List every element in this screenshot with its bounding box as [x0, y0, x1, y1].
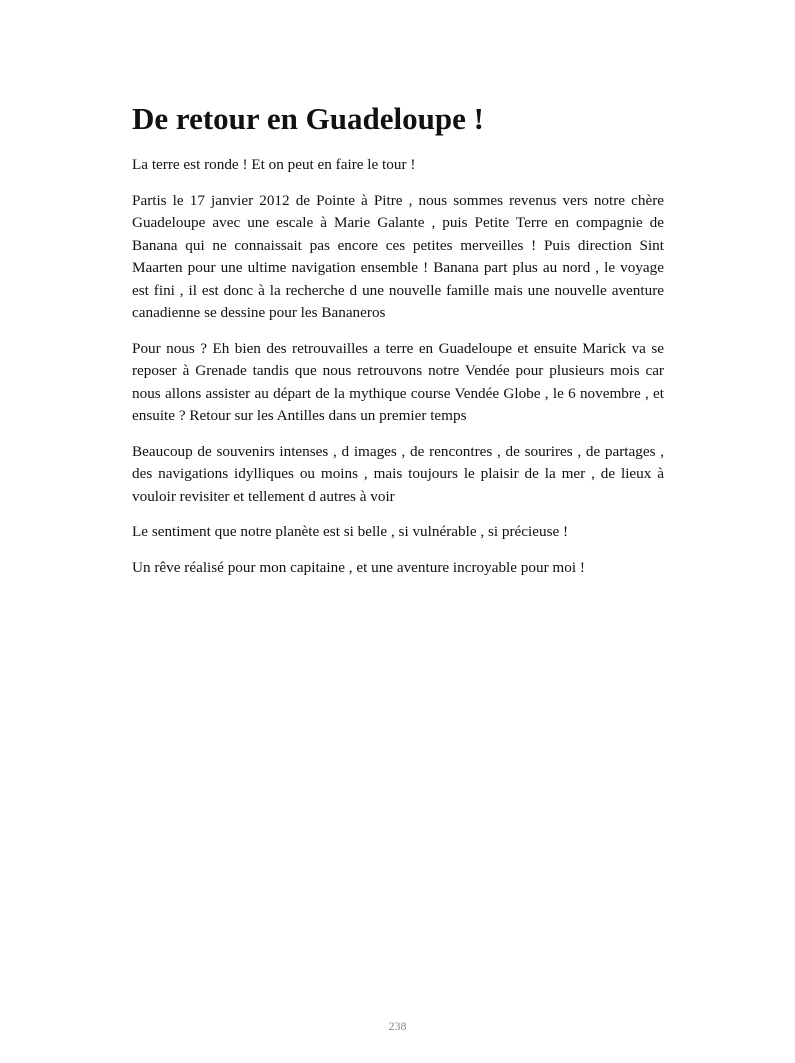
page-number: 238 — [388, 1019, 407, 1033]
paragraph-voyage: Partis le 17 janvier 2012 de Pointe à Pitre , nous sommes revenus vers notre chère Guadeloupe avec une escale à Marie Galante , puis Petite Terre en compagnie de Banana qui ne connaissait pas encore ces petites merveilles ! Puis direction Sint Maarten pour une ultime navigation ensemble ! Banana part plus au nord , le voyage est fini , il est donc à la recherche d une nouvelle famille mais une nouvelle aventure canadienne se dessine pour les Bananeros — [132, 191, 664, 321]
paragraph-memories: Beaucoup de souvenirs intenses , d images , de rencontres , de sourires , de partages , des navigations idylliques ou moins , mais toujours le plaisir de la mer , de lieux à vouloir revisiter et tellement d autres à voir — [132, 442, 664, 505]
page-title: De retour en Guadeloupe ! — [132, 101, 484, 136]
page-content — [132, 98, 664, 592]
paragraph-planet: Le sentiment que notre planète est si belle , si vulnérable , si précieuse ! — [132, 523, 569, 540]
paragraph-dream: Un rêve réalisé pour mon capitaine , et une aventure incroyable pour moi ! — [132, 558, 585, 576]
paragraph-plans: Pour nous ? Eh bien des retrouvailles a terre en Guadeloupe et ensuite Marick va se reposer à Grenade tandis que nous retrouvons notre Vendée pour plusieurs mois car nous allons assister au départ de la mythique course Vendée Globe , le 6 novembre , et ensuite ? Retour sur les Antilles dans un premier temps — [132, 339, 664, 424]
paragraph-intro: La terre est ronde ! Et on peut en faire le tour ! — [132, 156, 416, 173]
